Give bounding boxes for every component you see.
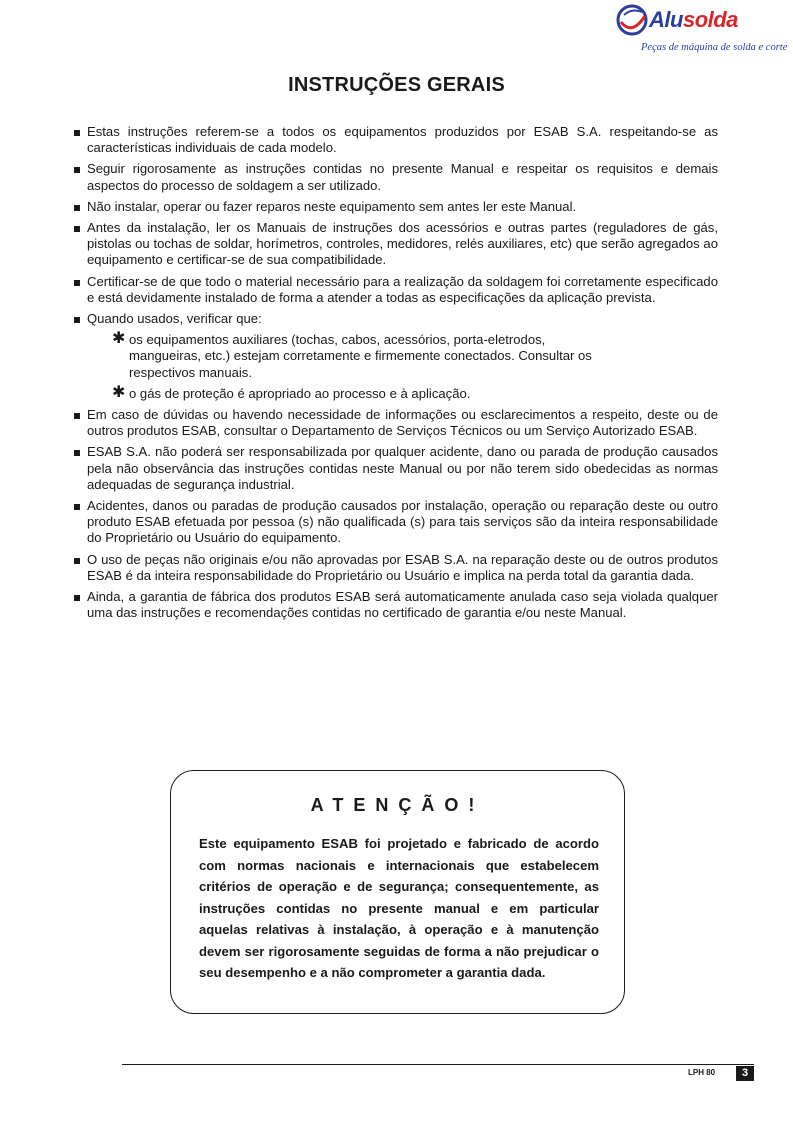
list-item-text: Não instalar, operar ou fazer reparos neste equipamento sem antes ler este Manual.: [87, 198, 577, 214]
square-bullet-icon: [74, 317, 80, 323]
list-item: [74, 124, 718, 156]
square-bullet-icon: [74, 413, 80, 419]
instructions-list: [74, 124, 718, 626]
square-bullet-icon: [74, 504, 80, 510]
square-bullet-icon: [74, 280, 80, 286]
list-item: [74, 311, 718, 327]
sub-list-item: [74, 383, 619, 402]
square-bullet-icon: [74, 226, 80, 232]
square-bullet-icon: [74, 450, 80, 456]
square-bullet-icon: [74, 205, 80, 211]
page-title: INSTRUÇÕES GERAIS: [288, 74, 505, 96]
footer-divider: [122, 1064, 754, 1065]
list-item: [74, 220, 718, 269]
list-item: [74, 199, 718, 215]
asterisk-icon: ✱: [112, 383, 126, 401]
attention-box: [170, 770, 625, 1014]
square-bullet-icon: [74, 595, 80, 601]
list-item: [74, 589, 718, 621]
sub-list-item-text: os equipamentos auxiliares (tochas, cabos, acessórios, porta-eletrodos, mangueiras, etc.) estejam corretamente e firmemente conectados. Consultar os respectivos manuais.: [129, 332, 592, 380]
list-item-text: Seguir rigorosamente as instruções contidas no presente Manual e respeitar os requisitos e demais aspectos do processo de soldagem a ser utilizado.: [87, 161, 718, 193]
alusolda-logo: [615, 2, 788, 62]
logo-brand: [649, 7, 738, 33]
logo-tagline: Peças de máquina de solda e corte: [641, 42, 788, 53]
list-item: [74, 161, 718, 193]
logo-brand-part1: Alu: [649, 7, 683, 32]
list-item-text: ESAB S.A. não poderá ser responsabilizada por qualquer acidente, dano ou parada de produção causados pela não observância das instruções contidas neste Manual ou por não terem sido obedecidas as normas adequadas de segurança industrial.: [87, 444, 718, 492]
list-item: [74, 407, 718, 439]
asterisk-icon: ✱: [112, 330, 126, 348]
list-item-text: Em caso de dúvidas ou havendo necessidade de informações ou esclarecimentos a respeito, deste ou de outros produtos ESAB, consultar o Departamento de Serviços Técnicos ou um Serviço Autorizado ESAB.: [87, 407, 718, 439]
attention-body: Este equipamento ESAB foi projetado e fabricado de acordo com normas nacionais e internacionais que estabelecem critérios de operação e de segurança; consequentemente, as instruções contidas no presente manual e em particular aquelas relativas à instalação, à operação e à manutenção devem ser rigorosamente seguidas de forma a não prejudicar o seu desempenho e a não comprometer a garantia dada.: [199, 836, 599, 980]
square-bullet-icon: [74, 558, 80, 564]
list-item-text: Estas instruções referem-se a todos os equipamentos produzidos por ESAB S.A. respeitando-se as características individuais de cada modelo.: [87, 124, 718, 156]
attention-title: ATENÇÃO!: [310, 795, 485, 815]
page-number: 3: [736, 1066, 754, 1081]
list-item-text: O uso de peças não originais e/ou não aprovadas por ESAB S.A. na reparação deste ou de outros produtos ESAB é da inteira responsabilidade do Proprietário ou Usuário e implica na perda total da garantia dada.: [87, 551, 718, 583]
list-item: [74, 274, 718, 306]
sub-list-item-text: o gás de proteção é apropriado ao processo e à aplicação.: [129, 385, 471, 401]
list-item: [74, 498, 718, 547]
square-bullet-icon: [74, 167, 80, 173]
square-bullet-icon: [74, 130, 80, 136]
list-item: [74, 552, 718, 584]
list-item: [74, 444, 718, 493]
list-item-text: Ainda, a garantia de fábrica dos produtos ESAB será automaticamente anulada caso seja violada qualquer uma das instruções e recomendações contidas no certificado de garantia e/ou neste Manual.: [87, 589, 718, 621]
list-item-text: Quando usados, verificar que:: [87, 311, 262, 327]
footer-model-label: LPH 80: [688, 1068, 716, 1077]
sub-list-item: [74, 332, 619, 381]
list-item-text: Acidentes, danos ou paradas de produção causados por instalação, operação ou reparação deste ou outro produto ESAB efetuada por pessoa (s) não qualificada (s) para tais serviços são da inteira responsabilidade do Proprietário ou Usuário do equipamento.: [87, 498, 718, 546]
list-item-text: Antes da instalação, ler os Manuais de instruções dos acessórios e outras partes (reguladores de gás, pistolas ou tochas de soldar, horímetros, controles, medidores, relés auxiliares, etc) que serão agregados ao equipamento e certificar-se de sua compatibilidade.: [87, 220, 718, 268]
logo-brand-part2: solda: [682, 7, 738, 32]
list-item-text: Certificar-se de que todo o material necessário para a realização da soldagem foi corretamente especificado e está devidamente instalado de forma a atender a todas as especificações da aplicação prevista.: [87, 273, 718, 305]
